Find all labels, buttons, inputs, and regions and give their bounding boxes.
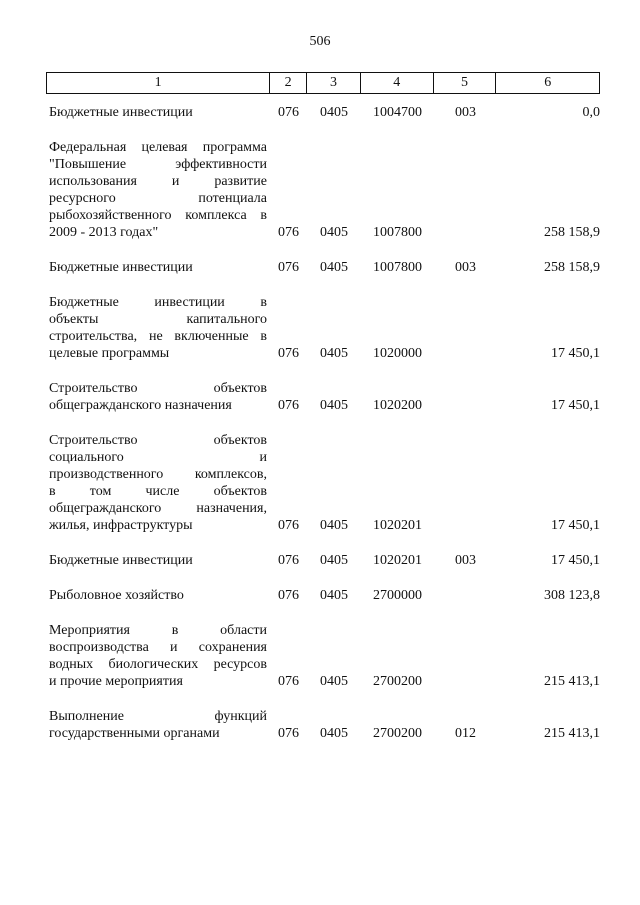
row-name-line: производственного комплексов, <box>49 467 267 482</box>
row-name-line: Строительство объектов <box>49 381 267 396</box>
table-row <box>46 259 600 276</box>
row-name-line: ресурсного потенциала <box>49 191 267 206</box>
row-name <box>46 708 270 742</box>
row-code-chapter: 076 <box>278 726 299 741</box>
row-code-expense: 003 <box>455 260 476 275</box>
table-row <box>46 587 600 604</box>
row-name-line: социального и <box>49 450 267 465</box>
row-code-target: 1004700 <box>373 105 422 120</box>
row-code-chapter: 076 <box>278 518 299 533</box>
row-name-line: воспроизводства и сохранения <box>49 640 267 655</box>
row-code-section: 0405 <box>320 588 348 603</box>
row-code-chapter: 076 <box>278 553 299 568</box>
row-code-section: 0405 <box>320 726 348 741</box>
table-row <box>46 432 600 534</box>
row-name <box>46 432 270 534</box>
row-name-line: в том числе объектов <box>49 484 267 499</box>
table-row <box>46 622 600 690</box>
table-row <box>46 139 600 241</box>
row-name-line: Строительство объектов <box>49 433 267 448</box>
row-name-line: Мероприятия в области <box>49 623 267 638</box>
row-code-section: 0405 <box>320 553 348 568</box>
row-name-line: Бюджетные инвестиции <box>49 553 193 568</box>
row-name-line: строительства, не включенные в <box>49 329 267 344</box>
row-name <box>46 587 270 604</box>
row-name <box>46 139 270 241</box>
row-amount: 215 413,1 <box>544 726 600 741</box>
header-col-3: 3 <box>307 73 361 93</box>
page-number: 506 <box>309 34 331 49</box>
row-name-line: государственными органами <box>49 726 220 741</box>
row-code-chapter: 076 <box>278 674 299 689</box>
row-code-chapter: 076 <box>278 588 299 603</box>
row-name <box>46 259 270 276</box>
header-col-6: 6 <box>544 75 552 90</box>
row-code-expense: 012 <box>455 726 476 741</box>
row-name-line: жилья, инфраструктуры <box>49 518 193 533</box>
row-amount: 17 450,1 <box>551 346 600 361</box>
header-col-4: 4 <box>361 73 434 93</box>
table-row <box>46 380 600 414</box>
row-name <box>46 294 270 362</box>
row-name-line: рыбохозяйственного комплекса в <box>49 208 267 223</box>
row-name-line: Федеральная целевая программа <box>49 140 267 155</box>
row-name-line: Рыболовное хозяйство <box>49 588 184 603</box>
row-code-section: 0405 <box>320 398 348 413</box>
row-code-chapter: 076 <box>278 260 299 275</box>
table-row <box>46 294 600 362</box>
row-name-line: использования и развитие <box>49 174 267 189</box>
row-amount: 17 450,1 <box>551 398 600 413</box>
row-code-chapter: 076 <box>278 105 299 120</box>
row-name-line: "Повышение эффективности <box>49 157 267 172</box>
row-code-target: 1007800 <box>373 225 422 240</box>
row-name <box>46 380 270 414</box>
row-amount: 17 450,1 <box>551 553 600 568</box>
row-name-line: объекты капитального <box>49 312 267 327</box>
row-amount: 258 158,9 <box>544 260 600 275</box>
table-header <box>46 72 600 94</box>
row-name-line: Бюджетные инвестиции <box>49 260 193 275</box>
row-name-line: водных биологических ресурсов <box>49 657 267 672</box>
row-code-target: 1020000 <box>373 346 422 361</box>
row-code-expense: 003 <box>455 553 476 568</box>
row-code-expense: 003 <box>455 105 476 120</box>
row-amount: 215 413,1 <box>544 674 600 689</box>
row-name-line: Выполнение функций <box>49 709 267 724</box>
row-name-line: Бюджетные инвестиции в <box>49 295 267 310</box>
row-code-section: 0405 <box>320 225 348 240</box>
header-col-5: 5 <box>434 73 497 93</box>
row-amount: 17 450,1 <box>551 518 600 533</box>
table-row <box>46 552 600 569</box>
row-name <box>46 622 270 690</box>
row-amount: 308 123,8 <box>544 588 600 603</box>
row-name-line: 2009 - 2013 годах" <box>49 225 159 240</box>
row-code-chapter: 076 <box>278 225 299 240</box>
row-name-line: и прочие мероприятия <box>49 674 183 689</box>
row-name-line: целевые программы <box>49 346 170 361</box>
row-amount: 258 158,9 <box>544 225 600 240</box>
row-code-section: 0405 <box>320 518 348 533</box>
row-code-section: 0405 <box>320 346 348 361</box>
row-code-chapter: 076 <box>278 398 299 413</box>
row-code-section: 0405 <box>320 260 348 275</box>
table-row <box>46 104 600 121</box>
header-col-2: 2 <box>270 73 307 93</box>
row-code-target: 2700200 <box>373 674 422 689</box>
table-row <box>46 708 600 742</box>
row-code-target: 2700000 <box>373 588 422 603</box>
table-body <box>46 104 600 742</box>
row-code-target: 1007800 <box>373 260 422 275</box>
row-name-line: Бюджетные инвестиции <box>49 105 193 120</box>
row-code-chapter: 076 <box>278 346 299 361</box>
row-code-target: 1020201 <box>373 518 422 533</box>
row-name <box>46 552 270 569</box>
row-code-target: 2700200 <box>373 726 422 741</box>
row-name-line: общегражданского назначения <box>49 398 232 413</box>
row-code-target: 1020201 <box>373 553 422 568</box>
row-code-section: 0405 <box>320 105 348 120</box>
row-name <box>46 104 270 121</box>
row-name-line: общегражданского назначения, <box>49 501 267 516</box>
header-col-1: 1 <box>47 73 270 93</box>
row-amount: 0,0 <box>582 105 600 120</box>
row-code-section: 0405 <box>320 674 348 689</box>
row-code-target: 1020200 <box>373 398 422 413</box>
